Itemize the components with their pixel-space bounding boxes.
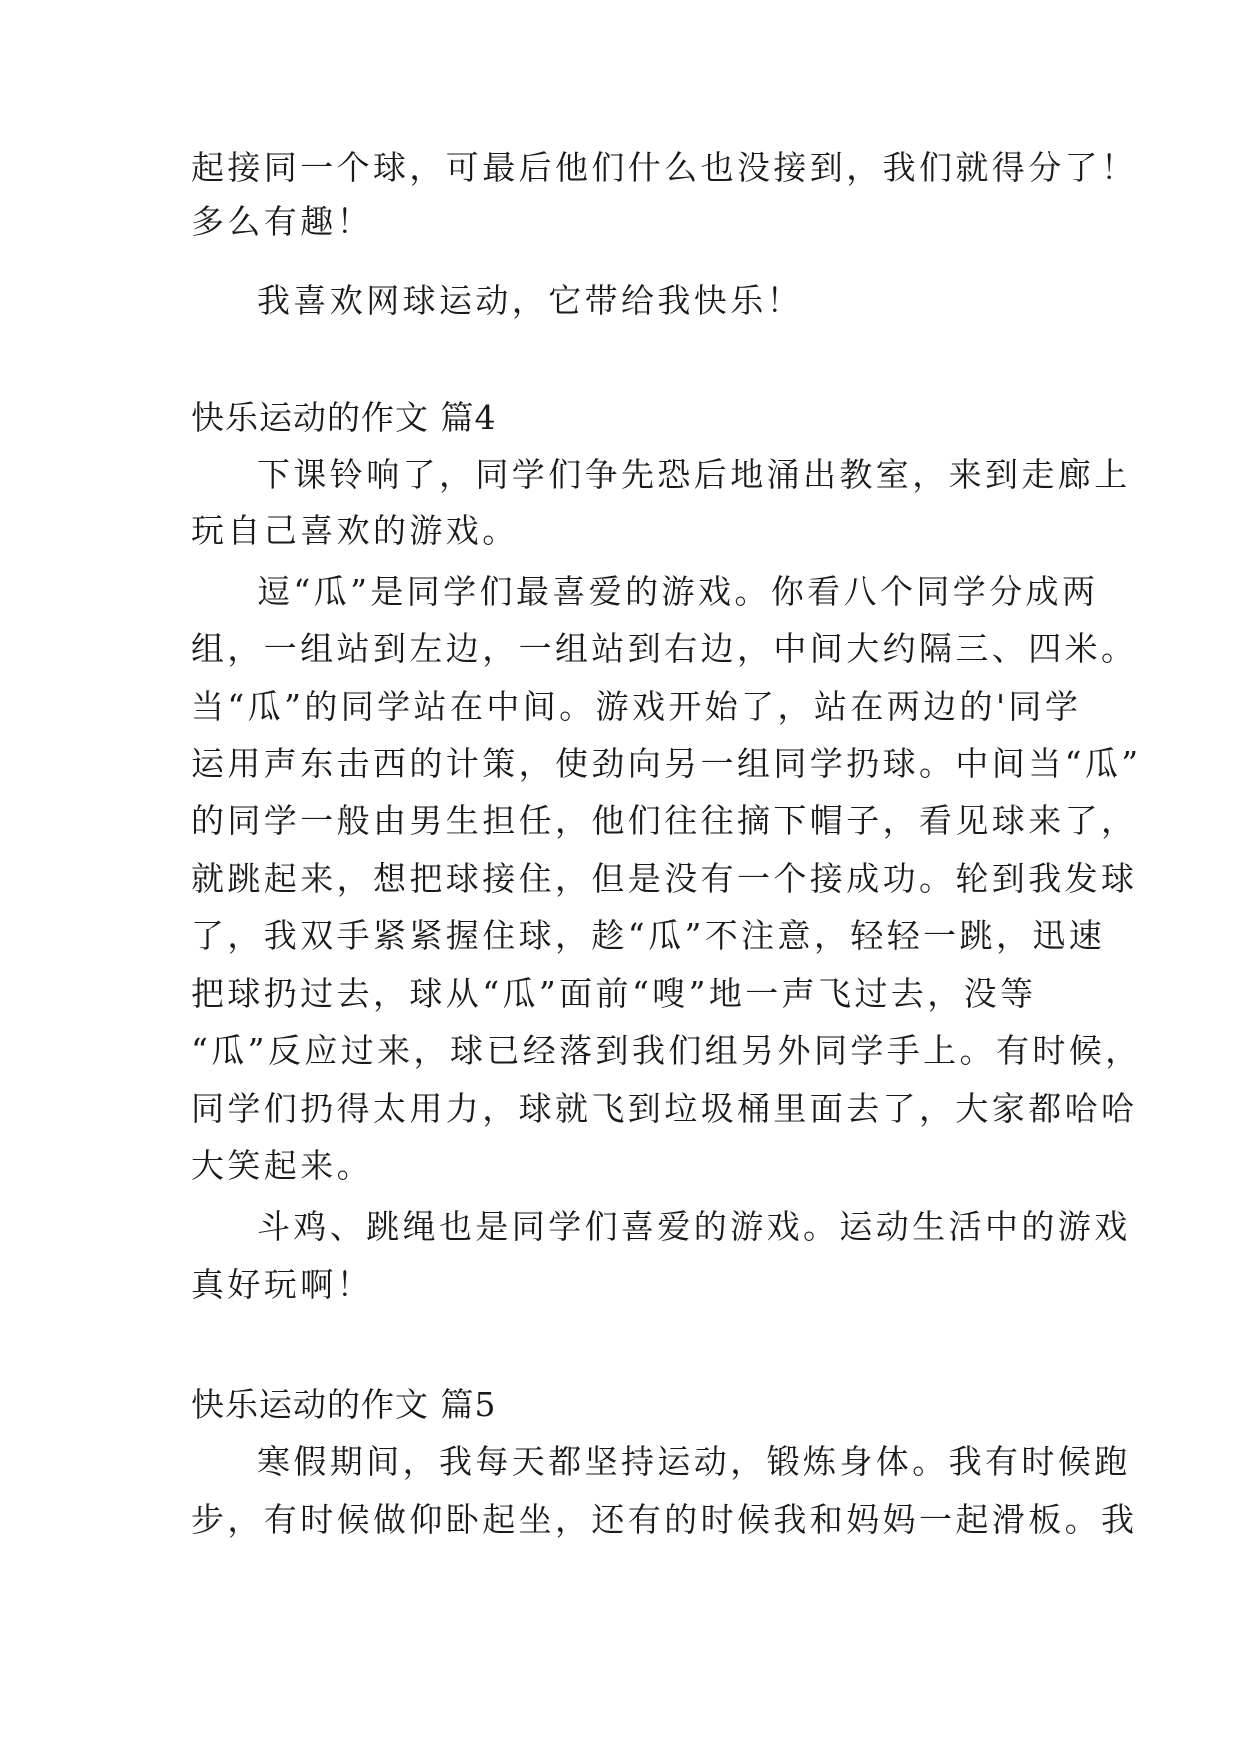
paragraph-line: 的同学一般由男生担任，他们往往摘下帽子，看见球来了，: [191, 801, 1138, 840]
paragraph-line: 大笑起来。: [191, 1146, 373, 1185]
paragraph-line: 斗鸡、跳绳也是同学们喜爱的游戏。运动生活中的游戏: [257, 1207, 1131, 1246]
paragraph-line: 把球扔过去，球从“瓜”面前“嗖”地一声飞过去，没等: [191, 974, 1037, 1013]
paragraph-line: 当“瓜”的同学站在中间。游戏开始了，站在两边的'同学: [191, 687, 1082, 726]
paragraph-line: 就跳起来，想把球接住，但是没有一个接成功。轮到我发球: [191, 859, 1138, 898]
section-heading: 快乐运动的作文 篇5: [191, 1385, 497, 1424]
paragraph-line: 了，我双手紧紧握住球，趁“瓜”不注意，轻轻一跳，迅速: [191, 916, 1106, 955]
paragraph-line: 下课铃响了，同学们争先恐后地涌出教室，来到走廊上: [257, 455, 1131, 494]
paragraph-line: 寒假期间，我每天都坚持运动，锻炼身体。我有时候跑: [257, 1442, 1131, 1481]
paragraph-line: 玩自己喜欢的游戏。: [191, 511, 519, 550]
paragraph-line: 运用声东击西的计策，使劲向另一组同学扔球。中间当“瓜”: [191, 744, 1142, 783]
paragraph-line: 多么有趣！: [191, 202, 373, 241]
paragraph-line: 真好玩啊！: [191, 1265, 373, 1304]
paragraph-line: 我喜欢网球运动，它带给我快乐！: [257, 281, 803, 320]
paragraph-line: “瓜”反应过来，球已经落到我们组另外同学手上。有时候，: [191, 1031, 1142, 1070]
paragraph-line: 逗“瓜”是同学们最喜爱的游戏。你看八个同学分成两: [257, 572, 1099, 611]
paragraph-line: 组，一组站到左边，一组站到右边，中间大约隔三、四米。: [191, 629, 1138, 668]
paragraph-line: 步，有时候做仰卧起坐，还有的时候我和妈妈一起滑板。我: [191, 1500, 1138, 1539]
paragraph-line: 起接同一个球，可最后他们什么也没接到，我们就得分了！: [191, 148, 1138, 187]
paragraph-line: 同学们扔得太用力，球就飞到垃圾桶里面去了，大家都哈哈: [191, 1089, 1138, 1128]
section-heading: 快乐运动的作文 篇4: [191, 398, 497, 437]
